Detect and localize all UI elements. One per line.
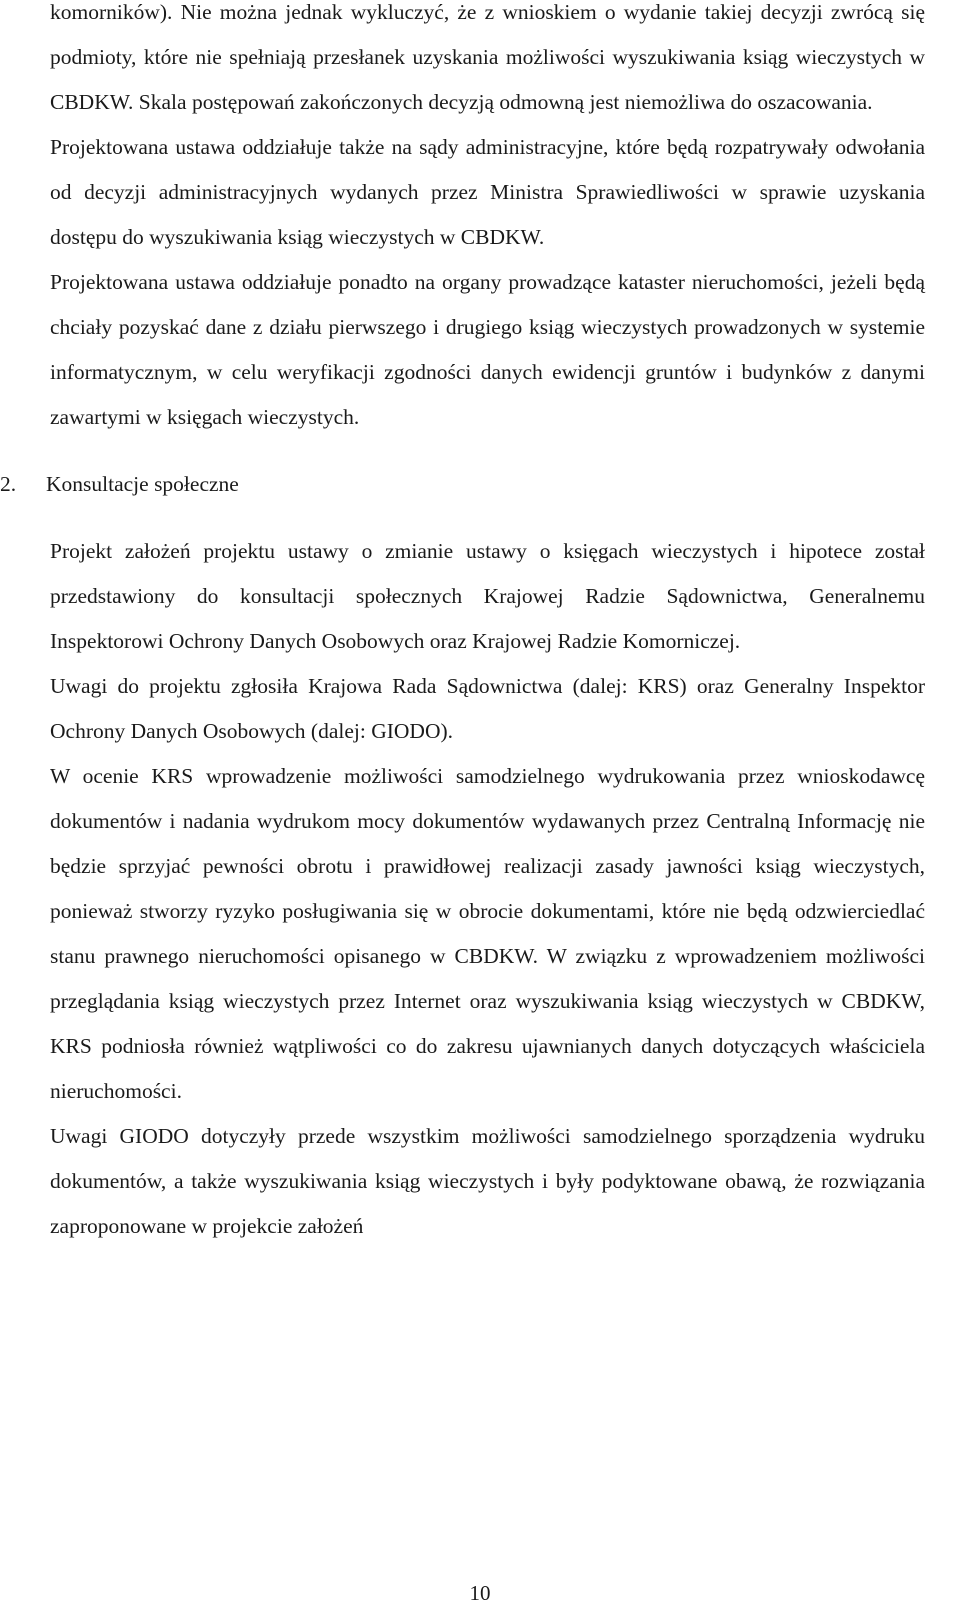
paragraph: Projekt założeń projektu ustawy o zmianie ustawy o księgach wieczystych i hipotece został przedstawiony do konsultacji społecznych Krajowej Radzie Sądownictwa, Generalnemu Inspektorowi Ochrony Danych Osobowych oraz Krajowej Radzie Komorniczej. xyxy=(50,539,925,653)
page-number: 10 xyxy=(469,1581,491,1605)
section-number: 2. xyxy=(0,472,17,496)
section-heading xyxy=(0,462,925,507)
paragraph: W ocenie KRS wprowadzenie możliwości samodzielnego wydrukowania przez wnioskodawcę dokumentów i nadania wydrukom mocy dokumentów wydawanych przez Centralną Informację nie będzie sprzyjać pewności obrotu i prawidłowej realizacji zasady jawności ksiąg wieczystych, ponieważ stworzy ryzyko posługiwania się w obrocie dokumentami, które nie będą odzwierciedlać stanu prawnego nieruchomości opisanego w CBDKW. W związku z wprowadzeniem możliwości przeglądania ksiąg wieczystych przez Internet oraz wyszukiwania ksiąg wieczystych w CBDKW, KRS podniosła również wątpliwości co do zakresu ujawnianych danych dotyczących właściciela nieruchomości. xyxy=(50,764,925,1103)
paragraph: komorników). Nie można jednak wykluczyć, że z wnioskiem o wydanie takiej decyzji zwrócą się podmioty, które nie spełniają przesłanek uzyskania możliwości wyszukiwania ksiąg wieczystych w CBDKW. Skala postępowań zakończonych decyzją odmowną jest niemożliwa do oszacowania. xyxy=(50,0,925,114)
section-title: Konsultacje społeczne xyxy=(46,472,239,496)
paragraph: Projektowana ustawa oddziałuje ponadto na organy prowadzące kataster nieruchomości, jeżeli będą chciały pozyskać dane z działu pierwszego i drugiego ksiąg wieczystych prowadzonych w systemie informatycznym, w celu weryfikacji zgodności danych ewidencji gruntów i budynków z danymi zawartymi w księgach wieczystych. xyxy=(50,270,925,429)
paragraph: Uwagi do projektu zgłosiła Krajowa Rada Sądownictwa (dalej: KRS) oraz Generalny Inspektor Ochrony Danych Osobowych (dalej: GIODO). xyxy=(50,674,925,743)
paragraph: Uwagi GIODO dotyczyły przede wszystkim możliwości samodzielnego sporządzenia wydruku dokumentów, a także wyszukiwania ksiąg wieczystych i były podyktowane obawą, że rozwiązania zaproponowane w projekcie założeń xyxy=(50,1124,925,1238)
paragraph: Projektowana ustawa oddziałuje także na sądy administracyjne, które będą rozpatrywały odwołania od decyzji administracyjnych wydanych przez Ministra Sprawiedliwości w sprawie uzyskania dostępu do wyszukiwania ksiąg wieczystych w CBDKW. xyxy=(50,135,925,249)
